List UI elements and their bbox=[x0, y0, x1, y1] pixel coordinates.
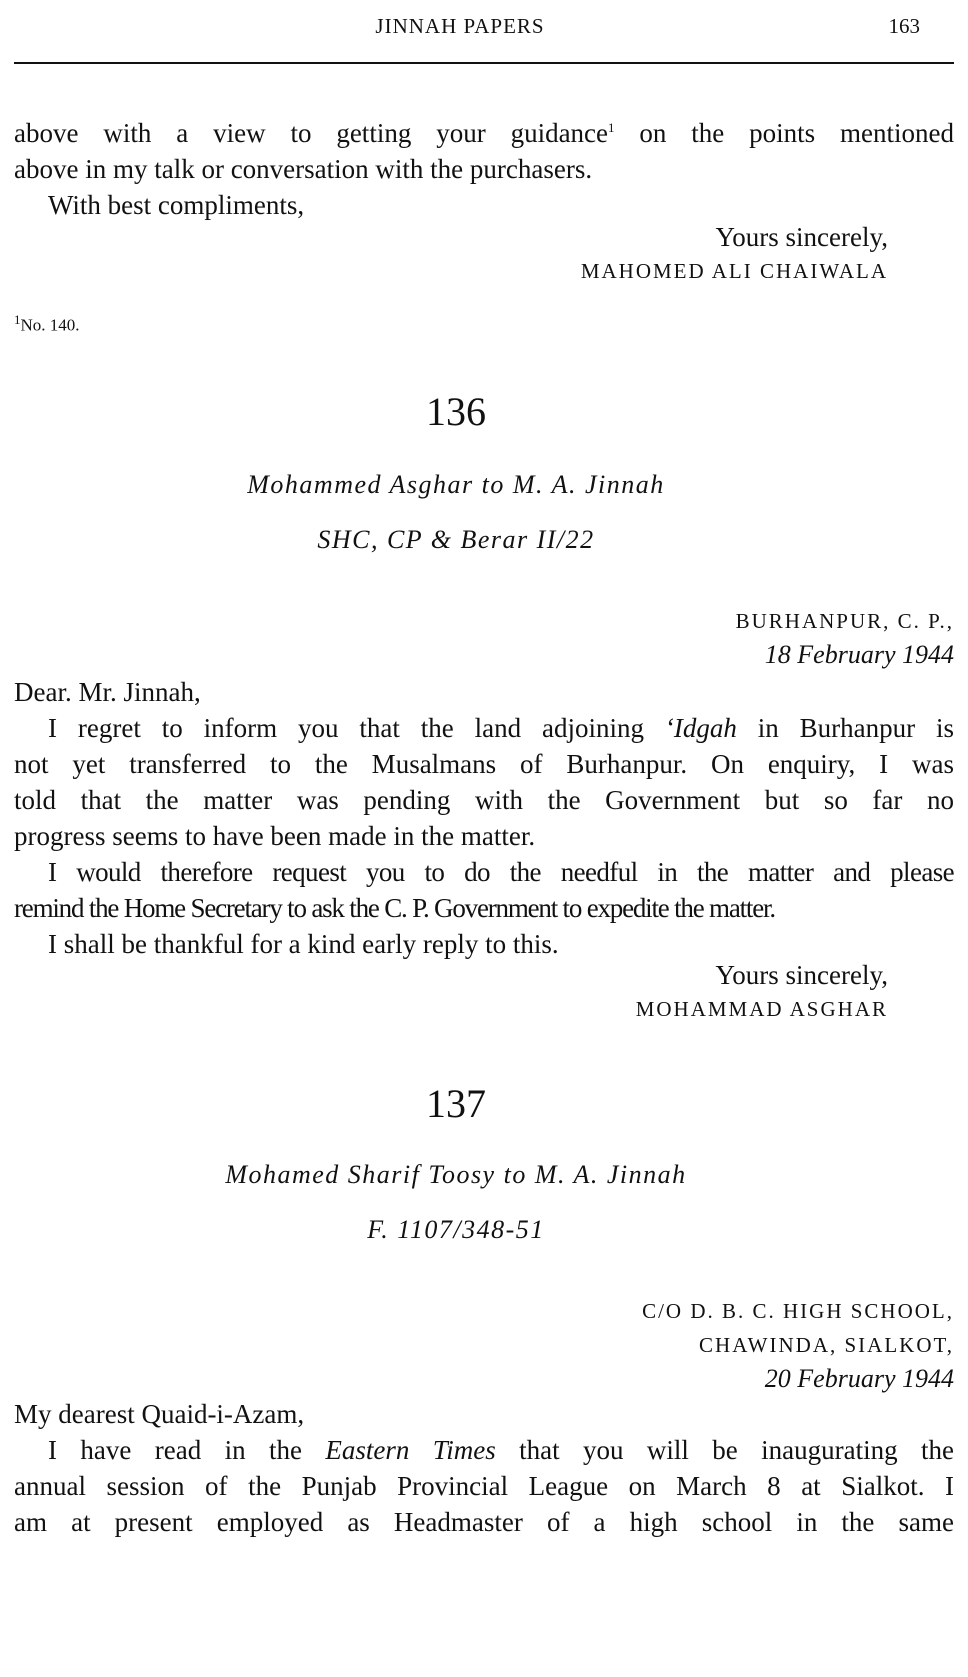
signoff: Yours sincerely, bbox=[715, 960, 888, 990]
body-line: progress seems to have been made in the matter. bbox=[14, 821, 536, 851]
letter-body-136 bbox=[14, 674, 954, 962]
address-line: C/O D. B. C. HIGH SCHOOL, bbox=[642, 1299, 954, 1323]
signature-block-135 bbox=[581, 220, 888, 288]
footnote-ref: 1 bbox=[608, 120, 615, 135]
body-line: I have read in the Eastern Times that you will be inaugurating the bbox=[48, 1435, 954, 1465]
address-line: CHAWINDA, SIALKOT, bbox=[699, 1333, 954, 1357]
body-line: am at present employed as Headmaster of a high school in the same bbox=[14, 1507, 954, 1537]
salutation: My dearest Quaid-i-Azam, bbox=[14, 1399, 305, 1429]
running-header bbox=[0, 14, 968, 44]
body-line: above in my talk or conversation with the purchasers. bbox=[14, 154, 593, 184]
letter-body-137 bbox=[14, 1396, 954, 1540]
body-line: annual session of the Punjab Provincial League on March 8 at Sialkot. I bbox=[14, 1471, 954, 1501]
signature-block-136 bbox=[636, 958, 888, 1026]
signature-name: MOHAMMAD ASGHAR bbox=[635, 997, 888, 1021]
body-line: I shall be thankful for a kind early reply to this. bbox=[48, 929, 559, 959]
running-title: JINNAH PAPERS bbox=[375, 14, 545, 38]
page-number: 163 bbox=[888, 14, 920, 38]
footnote: $^1$No. 140. bbox=[14, 312, 80, 335]
letter-date: 20 February 1944 bbox=[764, 1364, 954, 1393]
salutation: Dear. Mr. Jinnah, bbox=[14, 677, 201, 707]
document-reference-137: F. 1107/348-51 bbox=[367, 1215, 545, 1244]
signature-name: MAHOMED ALI CHAIWALA bbox=[580, 259, 888, 283]
letter-135-continuation bbox=[14, 110, 954, 223]
body-line: not yet transferred to the Musalmans of Burhanpur. On enquiry, I was bbox=[14, 749, 954, 779]
address-line: BURHANPUR, C. P., bbox=[735, 609, 954, 633]
document-number-137: 137 bbox=[426, 1081, 486, 1126]
body-line: I regret to inform you that the land adjoining ‘Idgah in Burhanpur is bbox=[48, 713, 954, 743]
body-line: told that the matter was pending with the Government but so far no bbox=[14, 785, 954, 815]
body-line: above with a view to getting your guidance$^1$ on the points mentioned bbox=[14, 118, 955, 148]
header-rule bbox=[14, 62, 954, 64]
document-title-136: Mohammed Asghar to M. A. Jinnah bbox=[247, 470, 665, 499]
document-reference-136: SHC, CP & Berar II/22 bbox=[317, 525, 595, 554]
body-line: remind the Home Secretary to ask the C. P. Government to expedite the matter. bbox=[14, 893, 775, 923]
body-line: I would therefore request you to do the needful in the matter and please bbox=[48, 857, 954, 887]
document-title-137: Mohamed Sharif Toosy to M. A. Jinnah bbox=[225, 1160, 687, 1189]
document-number-136: 136 bbox=[426, 389, 486, 434]
letter-date: 18 February 1944 bbox=[764, 640, 954, 669]
closing-line: With best compliments, bbox=[48, 190, 305, 220]
signoff: Yours sincerely, bbox=[715, 222, 888, 252]
letter-address-137 bbox=[642, 1294, 954, 1396]
letter-address-136 bbox=[736, 604, 954, 672]
